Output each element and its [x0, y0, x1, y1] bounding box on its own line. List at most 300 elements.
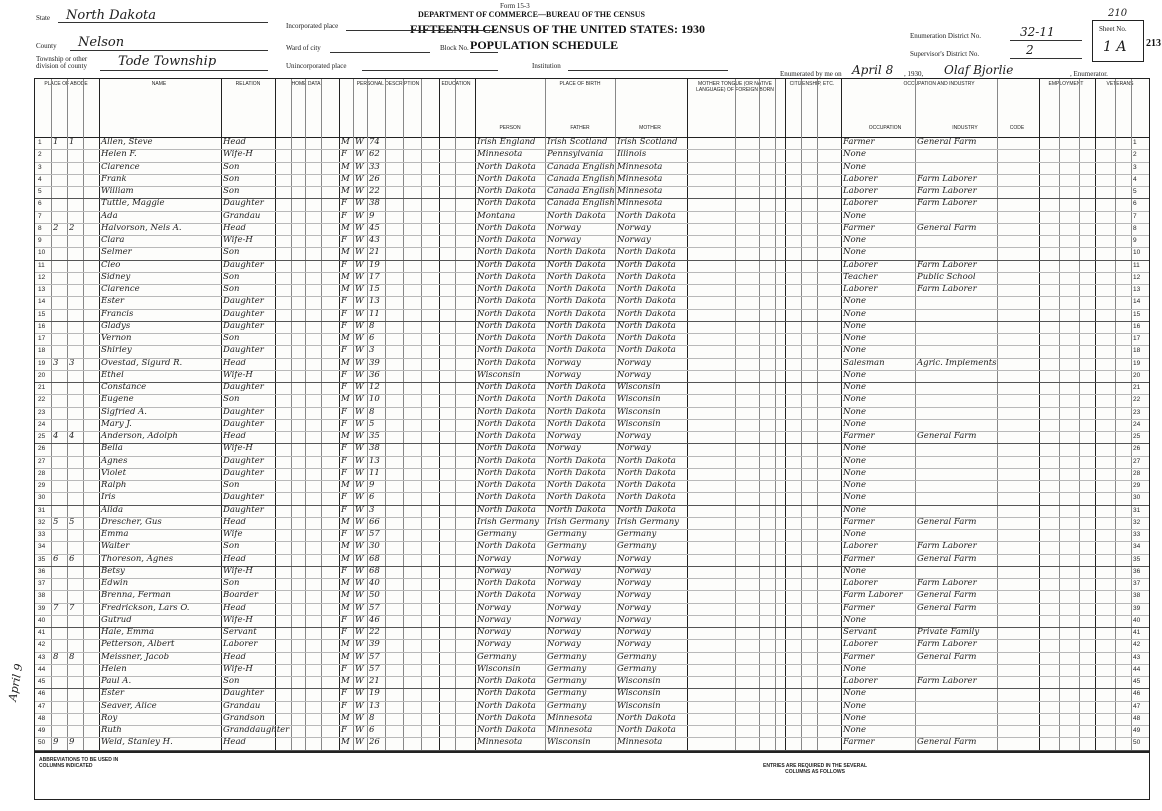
form-number: Form 15-3	[500, 2, 530, 10]
column-divider	[545, 79, 546, 751]
person-name-cell: Ovestad, Sigurd R.	[101, 357, 183, 368]
row-divider	[35, 676, 1149, 677]
relation-cell: Laborer	[223, 639, 258, 650]
line-number-right: 37	[1133, 580, 1141, 587]
age-cell: 15	[369, 284, 380, 294]
table-row	[35, 737, 1149, 749]
race-cell: W	[355, 504, 364, 515]
person-name-cell: Allen, Steve	[101, 137, 153, 147]
age-cell: 13	[369, 700, 380, 711]
industry-cell	[917, 492, 997, 504]
row-divider	[35, 456, 1149, 457]
person-name-cell: Frank	[101, 173, 127, 184]
line-number-right: 49	[1133, 727, 1141, 734]
industry-cell	[917, 725, 997, 737]
column-divider	[775, 79, 776, 751]
row-divider	[35, 505, 1149, 506]
occupation-cell: Laborer	[843, 259, 878, 270]
dwelling-number-cell	[53, 186, 65, 198]
person-name-cell: Anderson, Adolph	[101, 431, 178, 441]
subhead-occupation: OCCUPATION	[868, 125, 902, 131]
column-divider	[353, 79, 354, 751]
occupation-cell: Farmer	[843, 431, 875, 441]
race-cell: W	[355, 700, 364, 711]
dwelling-number-cell	[53, 480, 65, 492]
row-divider	[35, 260, 1149, 261]
birthplace-mother-cell: North Dakota	[617, 296, 676, 307]
sex-cell: F	[341, 455, 347, 466]
relation-cell: Head	[223, 431, 246, 441]
family-number-cell	[69, 701, 81, 713]
birthplace-father-cell: North Dakota	[547, 308, 606, 319]
institution-label: Institution	[532, 62, 561, 70]
column-divider	[759, 79, 760, 751]
row-divider	[35, 309, 1149, 310]
line-number-left: 14	[38, 298, 46, 306]
line-number-left: 34	[38, 543, 46, 551]
column-divider	[1131, 79, 1132, 751]
birthplace-person-cell: North Dakota	[477, 480, 536, 490]
birthplace-mother-cell: North Dakota	[617, 308, 676, 319]
family-number-cell: 8	[69, 651, 75, 662]
person-name-cell: William	[101, 186, 134, 196]
sex-cell: F	[341, 406, 347, 417]
sex-cell: F	[341, 308, 347, 319]
age-cell: 12	[369, 382, 380, 392]
occupation-cell: None	[843, 369, 867, 380]
department-line: DEPARTMENT OF COMMERCE—BUREAU OF THE CENSUS	[418, 10, 645, 19]
row-divider	[35, 603, 1149, 604]
occupation-cell: Farmer	[843, 516, 875, 527]
row-divider	[35, 407, 1149, 408]
occupation-cell: Farmer	[843, 553, 875, 564]
relation-cell: Grandau	[223, 210, 261, 221]
column-divider	[841, 79, 842, 751]
industry-cell: General Farm	[917, 516, 977, 527]
race-cell: W	[355, 173, 364, 184]
birthplace-father-cell: Canada English	[547, 161, 615, 172]
person-name-cell: Sigfried A.	[101, 406, 147, 417]
birthplace-father-cell: Norway	[547, 222, 581, 233]
family-number-cell	[69, 713, 81, 725]
family-number-cell	[69, 627, 81, 639]
family-number-cell	[69, 345, 81, 357]
relation-cell: Daughter	[223, 296, 264, 307]
age-cell: 57	[369, 529, 380, 539]
race-cell: W	[355, 235, 364, 245]
line-number-left: 40	[38, 616, 46, 624]
birthplace-mother-cell: Minnesota	[617, 737, 663, 748]
line-number-left: 35	[38, 555, 46, 563]
dwelling-number-cell	[53, 149, 65, 161]
table-row	[35, 321, 1149, 333]
table-row	[35, 137, 1149, 149]
enumerator-name: Olaf Bjorlie	[944, 63, 1014, 77]
dwelling-number-cell: 5	[53, 516, 59, 527]
row-divider	[35, 541, 1149, 542]
race-cell: W	[355, 149, 364, 160]
row-divider	[35, 394, 1149, 395]
age-cell: 6	[369, 492, 375, 503]
race-cell: W	[355, 578, 364, 588]
dwelling-number-cell: 6	[53, 553, 59, 564]
industry-cell: Farm Laborer	[917, 198, 977, 209]
line-number-right: 46	[1133, 690, 1141, 698]
age-cell: 17	[369, 271, 380, 282]
column-divider	[1059, 79, 1060, 751]
row-divider	[35, 443, 1149, 444]
family-number-cell	[69, 578, 81, 590]
person-name-cell: Roy	[101, 712, 118, 723]
row-divider	[35, 652, 1149, 653]
ward-label: Ward of city	[286, 44, 321, 52]
family-number-cell	[69, 370, 81, 382]
line-number-left: 22	[38, 396, 46, 404]
person-name-cell: Ester	[101, 296, 125, 307]
sex-cell: M	[341, 737, 350, 748]
sex-cell: M	[341, 602, 350, 613]
family-number-cell	[69, 260, 81, 272]
sex-cell: F	[341, 700, 347, 711]
person-name-cell: Helen	[101, 663, 127, 674]
birthplace-person-cell: North Dakota	[477, 173, 536, 184]
column-divider	[275, 79, 276, 751]
sex-cell: F	[341, 382, 347, 392]
group-mother-tongue: MOTHER TONGUE (OR NATIVE LANGUAGE) OF FOREIGN BORN	[696, 81, 774, 93]
occupation-cell: None	[843, 725, 867, 735]
dwelling-number-cell	[53, 333, 65, 345]
race-cell: W	[355, 516, 364, 527]
age-cell: 9	[369, 210, 375, 221]
column-divider	[321, 79, 322, 751]
birthplace-father-cell: Norway	[547, 578, 581, 588]
dwelling-number-cell	[53, 725, 65, 737]
incorporated-label: Incorporated place	[286, 22, 339, 30]
occupation-cell: None	[843, 418, 867, 429]
race-cell: W	[355, 222, 364, 233]
age-cell: 19	[369, 688, 380, 699]
birthplace-mother-cell: Irish Germany	[617, 516, 679, 527]
industry-cell	[917, 419, 997, 431]
occupation-cell: Laborer	[843, 284, 878, 294]
sex-cell: M	[341, 137, 350, 147]
sex-cell: F	[341, 259, 347, 270]
relation-cell: Son	[223, 161, 240, 172]
line-number-left: 8	[38, 224, 42, 232]
dwelling-number-cell	[53, 713, 65, 725]
line-number-right: 29	[1133, 482, 1141, 489]
birthplace-mother-cell: Germany	[617, 663, 657, 674]
table-row	[35, 725, 1149, 737]
relation-cell: Wife-H	[223, 614, 253, 625]
occupation-cell: Servant	[843, 627, 877, 637]
birthplace-person-cell: North Dakota	[477, 222, 536, 233]
dwelling-number-cell	[53, 345, 65, 357]
family-number-cell	[69, 174, 81, 186]
family-number-cell	[69, 407, 81, 419]
line-number-right: 8	[1133, 224, 1137, 232]
dwelling-number-cell	[53, 309, 65, 321]
row-divider	[35, 284, 1149, 285]
column-divider	[99, 79, 100, 751]
line-number-right: 33	[1133, 531, 1141, 538]
population-schedule-table	[34, 78, 1150, 752]
column-divider	[421, 79, 422, 751]
row-divider	[35, 480, 1149, 481]
industry-cell	[917, 370, 997, 382]
birthplace-person-cell: North Dakota	[477, 345, 536, 356]
dwelling-number-cell: 8	[53, 651, 59, 662]
birthplace-mother-cell: North Dakota	[617, 467, 676, 478]
state-underline	[58, 22, 268, 23]
birthplace-mother-cell: North Dakota	[617, 284, 676, 294]
person-name-cell: Petterson, Albert	[101, 639, 175, 650]
person-name-cell: Bella	[101, 443, 123, 454]
line-number-left: 6	[38, 200, 42, 208]
race-cell: W	[355, 161, 364, 172]
birthplace-mother-cell: Norway	[617, 639, 651, 650]
family-number-cell	[69, 235, 81, 247]
enumerated-date: April 8	[852, 63, 894, 77]
age-cell: 19	[369, 259, 380, 270]
sex-cell: M	[341, 333, 350, 343]
row-divider	[35, 750, 1149, 751]
group-employment: EMPLOYMENT	[1048, 81, 1084, 87]
age-cell: 50	[369, 590, 380, 601]
industry-cell	[917, 505, 997, 517]
relation-cell: Head	[223, 553, 246, 564]
row-divider	[35, 186, 1149, 187]
sex-cell: M	[341, 431, 350, 441]
line-number-right: 34	[1133, 543, 1141, 551]
family-number-cell	[69, 505, 81, 517]
table-row	[35, 186, 1149, 198]
row-divider	[35, 713, 1149, 714]
family-number-cell	[69, 664, 81, 676]
dwelling-number-cell	[53, 578, 65, 590]
birthplace-father-cell: Minnesota	[547, 725, 593, 735]
sex-cell: F	[341, 418, 347, 429]
birthplace-mother-cell: North Dakota	[617, 333, 676, 343]
industry-cell	[917, 456, 997, 468]
line-number-right: 32	[1133, 518, 1141, 526]
birthplace-person-cell: Irish Germany	[477, 516, 539, 527]
line-number-right: 30	[1133, 494, 1141, 502]
relation-cell: Grandau	[223, 700, 261, 711]
birthplace-father-cell: Norway	[547, 357, 581, 368]
birthplace-father-cell: North Dakota	[547, 492, 606, 503]
relation-cell: Head	[223, 651, 246, 662]
birthplace-father-cell: North Dakota	[547, 284, 606, 294]
occupation-cell: Salesman	[843, 357, 885, 368]
birthplace-mother-cell: Minnesota	[617, 198, 663, 209]
age-cell: 10	[369, 394, 380, 405]
family-number-cell	[69, 443, 81, 455]
industry-cell: Farm Laborer	[917, 541, 977, 552]
occupation-cell: Laborer	[843, 578, 878, 588]
race-cell: W	[355, 541, 364, 552]
family-number-cell	[69, 480, 81, 492]
line-number-left: 1	[38, 139, 42, 146]
line-number-right: 2	[1133, 151, 1137, 159]
group-education: EDUCATION	[441, 81, 471, 87]
relation-cell: Son	[223, 284, 240, 294]
person-name-cell: Alida	[101, 504, 124, 515]
industry-cell	[917, 333, 997, 345]
row-divider	[35, 725, 1149, 726]
birthplace-father-cell: Irish Scotland	[547, 137, 608, 147]
person-name-cell: Clara	[101, 235, 125, 245]
column-divider	[83, 79, 84, 751]
line-number-left: 33	[38, 531, 46, 538]
birthplace-mother-cell: Irish Scotland	[617, 137, 678, 147]
race-cell: W	[355, 725, 364, 735]
birthplace-mother-cell: Norway	[617, 369, 651, 380]
line-number-right: 21	[1133, 384, 1141, 391]
dwelling-number-cell	[53, 370, 65, 382]
family-number-cell	[69, 162, 81, 174]
industry-cell: Farm Laborer	[917, 578, 977, 588]
column-divider	[439, 79, 440, 751]
birthplace-mother-cell: North Dakota	[617, 210, 676, 221]
line-number-right: 44	[1133, 665, 1141, 673]
enum-district-value: 32-11	[1020, 25, 1055, 39]
birthplace-person-cell: Germany	[477, 651, 517, 662]
race-cell: W	[355, 602, 364, 613]
relation-cell: Daughter	[223, 455, 264, 466]
enum-district-underline	[1010, 40, 1082, 41]
age-cell: 26	[369, 737, 380, 748]
column-divider	[615, 79, 616, 751]
occupation-cell: None	[843, 712, 867, 723]
dwelling-number-cell	[53, 639, 65, 651]
birthplace-person-cell: North Dakota	[477, 431, 536, 441]
subhead-person: PERSON	[499, 125, 521, 131]
relation-cell: Daughter	[223, 345, 264, 356]
race-cell: W	[355, 431, 364, 441]
industry-cell: General Farm	[917, 737, 977, 748]
race-cell: W	[355, 284, 364, 294]
industry-cell	[917, 468, 997, 480]
family-number-cell	[69, 186, 81, 198]
birthplace-person-cell: North Dakota	[477, 357, 536, 368]
sex-cell: M	[341, 578, 350, 588]
birthplace-person-cell: Montana	[477, 210, 516, 221]
table-row	[35, 198, 1149, 210]
industry-cell: Farm Laborer	[917, 259, 977, 270]
line-number-left: 20	[38, 371, 46, 379]
dwelling-number-cell: 3	[53, 357, 59, 368]
sex-cell: M	[341, 516, 350, 527]
column-divider	[1039, 79, 1040, 751]
race-cell: W	[355, 247, 364, 258]
industry-cell	[917, 407, 997, 419]
birthplace-mother-cell: North Dakota	[617, 455, 676, 466]
sheet-label: Sheet No.	[1099, 25, 1127, 33]
birthplace-person-cell: North Dakota	[477, 320, 536, 331]
group-name: NAME	[151, 81, 167, 87]
occupation-cell: None	[843, 504, 867, 515]
birthplace-person-cell: North Dakota	[477, 308, 536, 319]
sex-cell: F	[341, 565, 347, 576]
group-place-of-abode: PLACE OF ABODE	[44, 81, 88, 87]
birthplace-mother-cell: Norway	[617, 431, 651, 441]
birthplace-mother-cell: North Dakota	[617, 492, 676, 503]
age-cell: 6	[369, 725, 375, 735]
institution-underline	[568, 70, 728, 71]
age-cell: 22	[369, 186, 380, 196]
block-underline	[470, 52, 498, 53]
state-value: North Dakota	[66, 8, 156, 23]
line-number-right: 41	[1133, 629, 1141, 636]
birthplace-person-cell: Norway	[477, 565, 511, 576]
occupation-cell: Farm Laborer	[843, 590, 903, 601]
line-number-left: 32	[38, 518, 46, 526]
line-number-left: 31	[38, 506, 46, 514]
dwelling-number-cell	[53, 701, 65, 713]
industry-cell: General Farm	[917, 590, 977, 601]
family-number-cell	[69, 456, 81, 468]
birthplace-father-cell: Germany	[547, 688, 587, 699]
line-number-right: 31	[1133, 506, 1141, 514]
table-row	[35, 284, 1149, 296]
relation-cell: Son	[223, 480, 240, 490]
industry-cell	[917, 394, 997, 406]
birthplace-mother-cell: Minnesota	[617, 173, 663, 184]
sex-cell: F	[341, 504, 347, 515]
group-veterans: VETERANS	[1106, 81, 1134, 87]
dwelling-number-cell: 7	[53, 602, 59, 613]
column-divider	[915, 79, 916, 751]
dwelling-number-cell: 9	[53, 737, 59, 748]
industry-cell	[917, 345, 997, 357]
occupation-cell: None	[843, 467, 867, 478]
birthplace-father-cell: Norway	[547, 443, 581, 454]
row-divider	[35, 554, 1149, 555]
table-row	[35, 431, 1149, 443]
column-divider	[735, 79, 736, 751]
relation-cell: Wife-H	[223, 235, 253, 245]
birthplace-father-cell: Germany	[547, 651, 587, 662]
line-number-left: 7	[38, 212, 42, 220]
column-divider	[785, 79, 786, 751]
birthplace-person-cell: North Dakota	[477, 394, 536, 405]
birthplace-person-cell: North Dakota	[477, 418, 536, 429]
line-number-right: 9	[1133, 237, 1137, 244]
dwelling-number-cell	[53, 198, 65, 210]
sheet-number-box	[1092, 20, 1144, 62]
corner-number: 210	[1108, 8, 1128, 19]
age-cell: 8	[369, 320, 375, 331]
row-divider	[35, 296, 1149, 297]
line-number-left: 44	[38, 665, 46, 673]
industry-cell	[917, 529, 997, 541]
relation-cell: Head	[223, 516, 246, 527]
occupation-cell: None	[843, 700, 867, 711]
occupation-cell: Laborer	[843, 173, 878, 184]
industry-cell: Agric. Implements	[917, 357, 997, 368]
age-cell: 40	[369, 578, 380, 588]
row-divider	[35, 492, 1149, 493]
age-cell: 11	[369, 467, 380, 478]
age-cell: 68	[369, 565, 380, 576]
table-row	[35, 260, 1149, 272]
birthplace-father-cell: North Dakota	[547, 345, 606, 356]
age-cell: 39	[369, 639, 380, 650]
table-row	[35, 345, 1149, 357]
dwelling-number-cell	[53, 235, 65, 247]
birthplace-father-cell: Norway	[547, 602, 581, 613]
